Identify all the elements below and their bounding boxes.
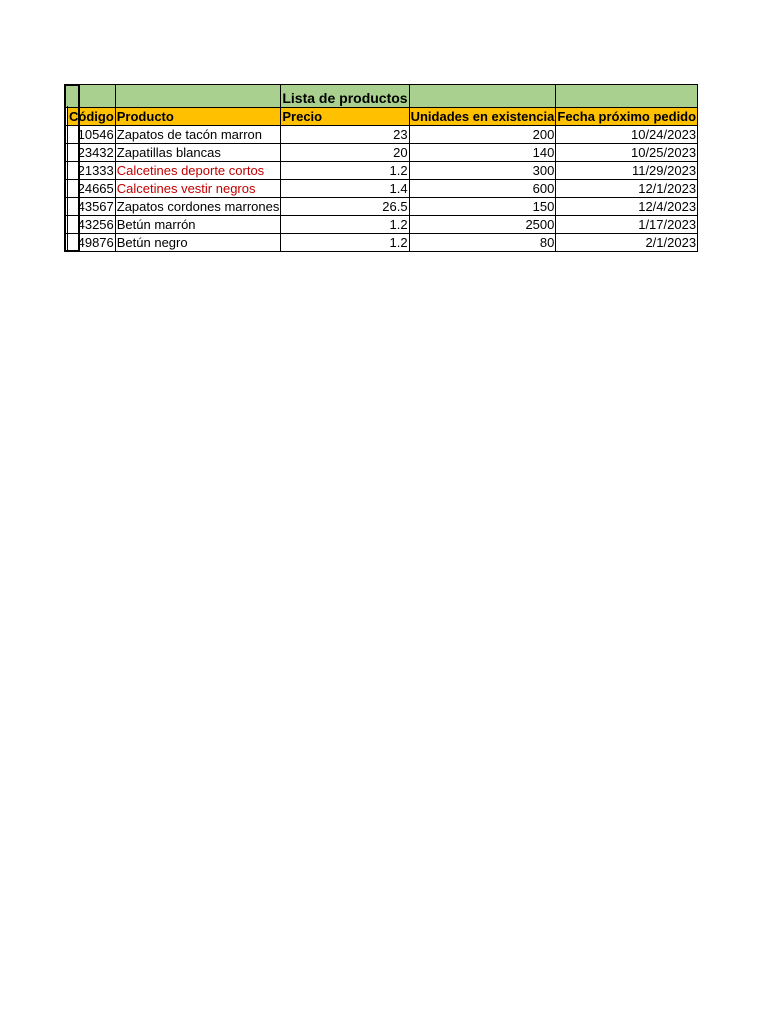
cell-unidades[interactable]: 150 xyxy=(409,198,556,216)
cell[interactable] xyxy=(556,85,698,108)
header-codigo[interactable]: Código xyxy=(69,109,114,124)
cell-codigo[interactable]: 43567 xyxy=(68,198,116,216)
cell-fecha[interactable]: 1/17/2023 xyxy=(556,216,698,234)
cell-precio[interactable]: 1.2 xyxy=(281,234,409,252)
cell-precio[interactable]: 20 xyxy=(281,144,409,162)
cell-producto[interactable]: Betún negro xyxy=(115,234,281,252)
cell-fecha[interactable]: 12/4/2023 xyxy=(556,198,698,216)
cell-codigo[interactable]: 23432 xyxy=(68,144,116,162)
table-header-row xyxy=(65,108,698,126)
header-unidades[interactable]: Unidades en existencia xyxy=(410,109,555,124)
table-row xyxy=(65,126,698,144)
cell[interactable] xyxy=(68,85,116,108)
cell-codigo[interactable]: 49876 xyxy=(68,234,116,252)
cell-precio[interactable]: 23 xyxy=(281,126,409,144)
header-precio[interactable]: Precio xyxy=(281,108,409,126)
cell-unidades[interactable]: 140 xyxy=(409,144,556,162)
cell-precio[interactable]: 26.5 xyxy=(281,198,409,216)
table-row xyxy=(65,162,698,180)
cell-unidades[interactable]: 2500 xyxy=(409,216,556,234)
table-title[interactable]: Lista de productos xyxy=(281,85,409,108)
cell-precio[interactable]: 1.2 xyxy=(281,162,409,180)
table-row xyxy=(65,198,698,216)
cell-producto[interactable]: Zapatillas blancas xyxy=(115,144,281,162)
cell-codigo[interactable]: 24665 xyxy=(68,180,116,198)
cell-fecha[interactable]: 10/24/2023 xyxy=(556,126,698,144)
cell[interactable] xyxy=(409,85,556,108)
cell-unidades[interactable]: 80 xyxy=(409,234,556,252)
cell-producto[interactable]: Zapatos cordones marrones xyxy=(116,199,280,214)
cell-unidades[interactable]: 300 xyxy=(409,162,556,180)
cell-fecha[interactable]: 11/29/2023 xyxy=(556,162,698,180)
table-row xyxy=(65,216,698,234)
cell-fecha[interactable]: 12/1/2023 xyxy=(556,180,698,198)
cell-fecha[interactable]: 10/25/2023 xyxy=(556,144,698,162)
cell-precio[interactable]: 1.4 xyxy=(281,180,409,198)
spreadsheet-region xyxy=(64,84,697,256)
cell-producto[interactable]: Zapatos de tacón marron xyxy=(115,126,281,144)
cell-codigo[interactable]: 10546 xyxy=(68,126,116,144)
cell-fecha[interactable]: 2/1/2023 xyxy=(556,234,698,252)
cell-unidades[interactable]: 600 xyxy=(409,180,556,198)
product-table xyxy=(64,84,698,252)
cell[interactable] xyxy=(115,85,281,108)
cell-codigo[interactable]: 43256 xyxy=(68,216,116,234)
table-row xyxy=(65,144,698,162)
table-row xyxy=(65,234,698,252)
table-row xyxy=(65,180,698,198)
header-producto[interactable]: Producto xyxy=(115,108,281,126)
cell-producto[interactable]: Betún marrón xyxy=(115,216,281,234)
cell-codigo[interactable]: 21333 xyxy=(68,162,116,180)
cell-precio[interactable]: 1.2 xyxy=(281,216,409,234)
cell-producto[interactable]: Calcetines deporte cortos xyxy=(115,162,281,180)
cell-producto[interactable]: Calcetines vestir negros xyxy=(115,180,281,198)
header-fecha[interactable]: Fecha próximo pedido xyxy=(557,109,697,124)
table-title-row xyxy=(65,85,698,108)
cell-unidades[interactable]: 200 xyxy=(409,126,556,144)
